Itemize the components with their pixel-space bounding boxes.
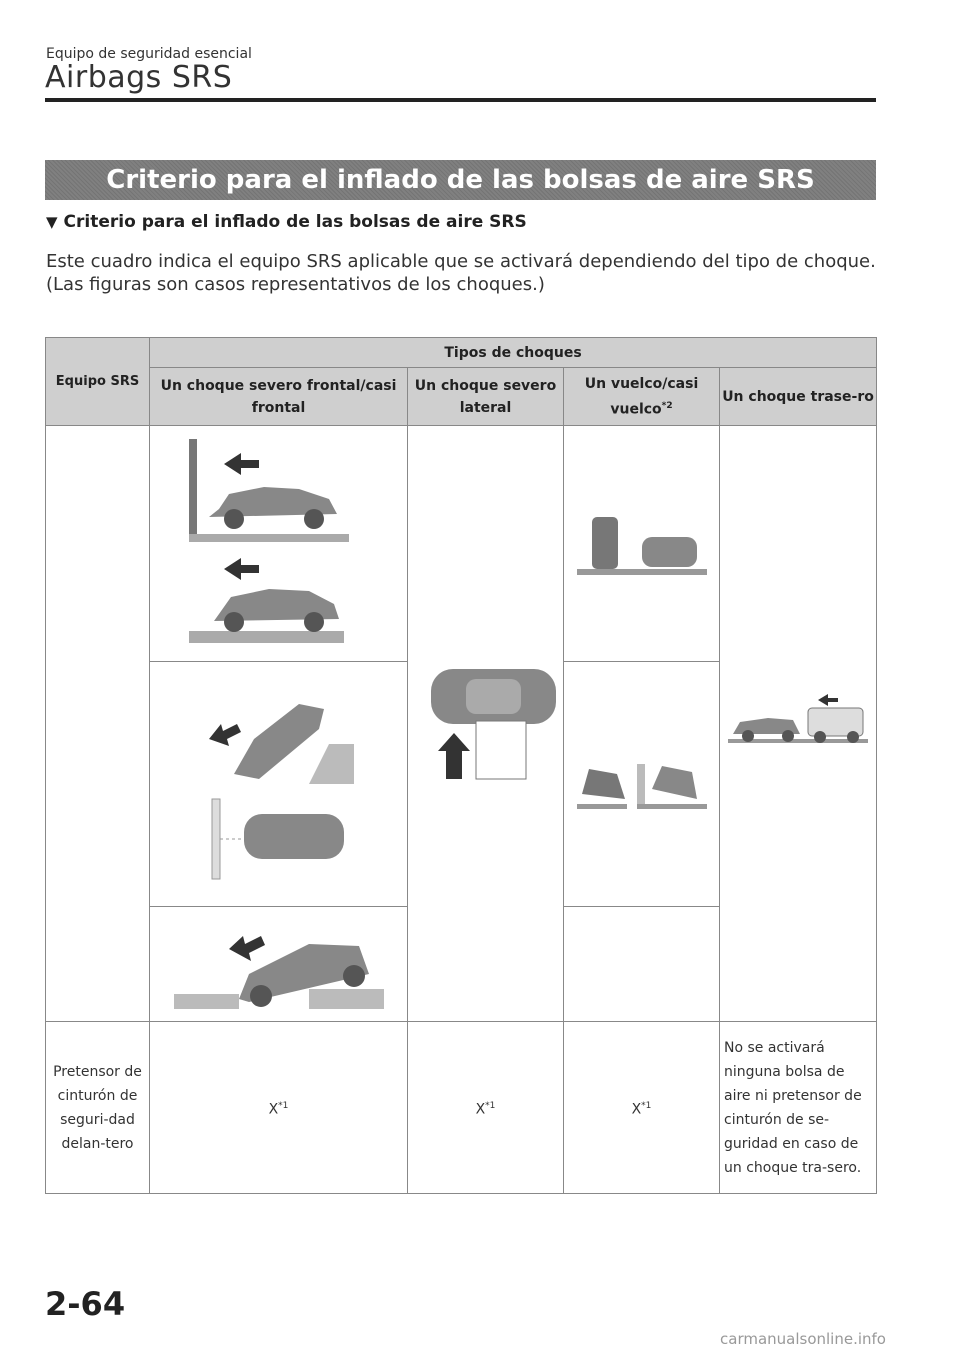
cell-frontal-mark xyxy=(150,1022,408,1194)
row-pretensor-label: Pretensor de cinturón de seguri-dad delan-tero xyxy=(46,1022,150,1194)
header-vuelco-text: Un vuelco/casi vuelco xyxy=(584,375,699,418)
mark-vuelco-sup: *1 xyxy=(641,1100,652,1111)
header-equipo-srs: Equipo SRS xyxy=(46,338,150,426)
mark-frontal: X xyxy=(268,1101,279,1118)
near-rollover-crash-illustration xyxy=(577,754,707,814)
intro-line: Este cuadro indica el equipo SRS aplicable que se activará dependiendo del tipo de choque. xyxy=(46,251,876,272)
cell-trasero-note: No se activará ninguna bolsa de aire ni pretensor de cinturón de se-guridad en caso de un choque tra-sero. xyxy=(720,1022,877,1194)
chapter-title: Airbags SRS xyxy=(45,60,233,95)
header-vuelco xyxy=(564,368,720,426)
frontal-offset-crash-illustration xyxy=(204,794,354,884)
page-number: 2-64 xyxy=(45,1285,126,1323)
frontal-illustrations-bottom xyxy=(150,907,408,1022)
side-impact-cell xyxy=(408,426,564,1022)
frontal-step-crash-illustration xyxy=(169,914,389,1014)
triangle-down-icon: ▼ xyxy=(46,213,58,231)
mark-lateral-sup: *1 xyxy=(485,1100,496,1111)
vuelco-cell-2 xyxy=(564,662,720,907)
watermark: carmanualsonline.info xyxy=(720,1330,886,1348)
title-rule xyxy=(45,98,876,102)
cell-vuelco-mark xyxy=(564,1022,720,1194)
frontal-illustrations-top xyxy=(150,426,408,662)
breadcrumb: Equipo de seguridad esencial xyxy=(46,46,252,62)
footnote-ref: *2 xyxy=(661,400,673,411)
trasero-cell xyxy=(720,426,877,1022)
header-frontal: Un choque severo frontal/casi frontal xyxy=(150,368,408,426)
mark-vuelco: X xyxy=(631,1101,642,1118)
vuelco-cell xyxy=(564,426,720,662)
mark-frontal-sup: *1 xyxy=(278,1100,289,1111)
subheading-text: Criterio para el inflado de las bolsas de aire SRS xyxy=(63,212,527,232)
cell-lateral-mark xyxy=(408,1022,564,1194)
frontal-curb-crash-illustration xyxy=(179,549,379,649)
section-banner: Criterio para el inflado de las bolsas de aire SRS xyxy=(45,160,876,200)
rear-impact-crash-illustration xyxy=(728,694,868,754)
equipo-empty-cell xyxy=(46,426,150,1022)
subheading xyxy=(46,212,527,232)
frontal-illustrations-middle xyxy=(150,662,408,907)
frontal-ramp-crash-illustration xyxy=(199,684,359,794)
intro-note: (Las figuras son casos representativos de los choques.) xyxy=(46,274,545,295)
mark-lateral: X xyxy=(475,1101,486,1118)
header-tipos-de-choques: Tipos de choques xyxy=(150,338,877,368)
intro-text xyxy=(46,250,876,296)
frontal-wall-crash-illustration xyxy=(179,439,379,549)
side-impact-crash-illustration xyxy=(416,659,556,789)
crash-criteria-table xyxy=(45,337,877,1194)
rollover-crash-illustration xyxy=(577,509,707,579)
header-trasero: Un choque trase-ro xyxy=(720,368,877,426)
header-lateral: Un choque severo lateral xyxy=(408,368,564,426)
